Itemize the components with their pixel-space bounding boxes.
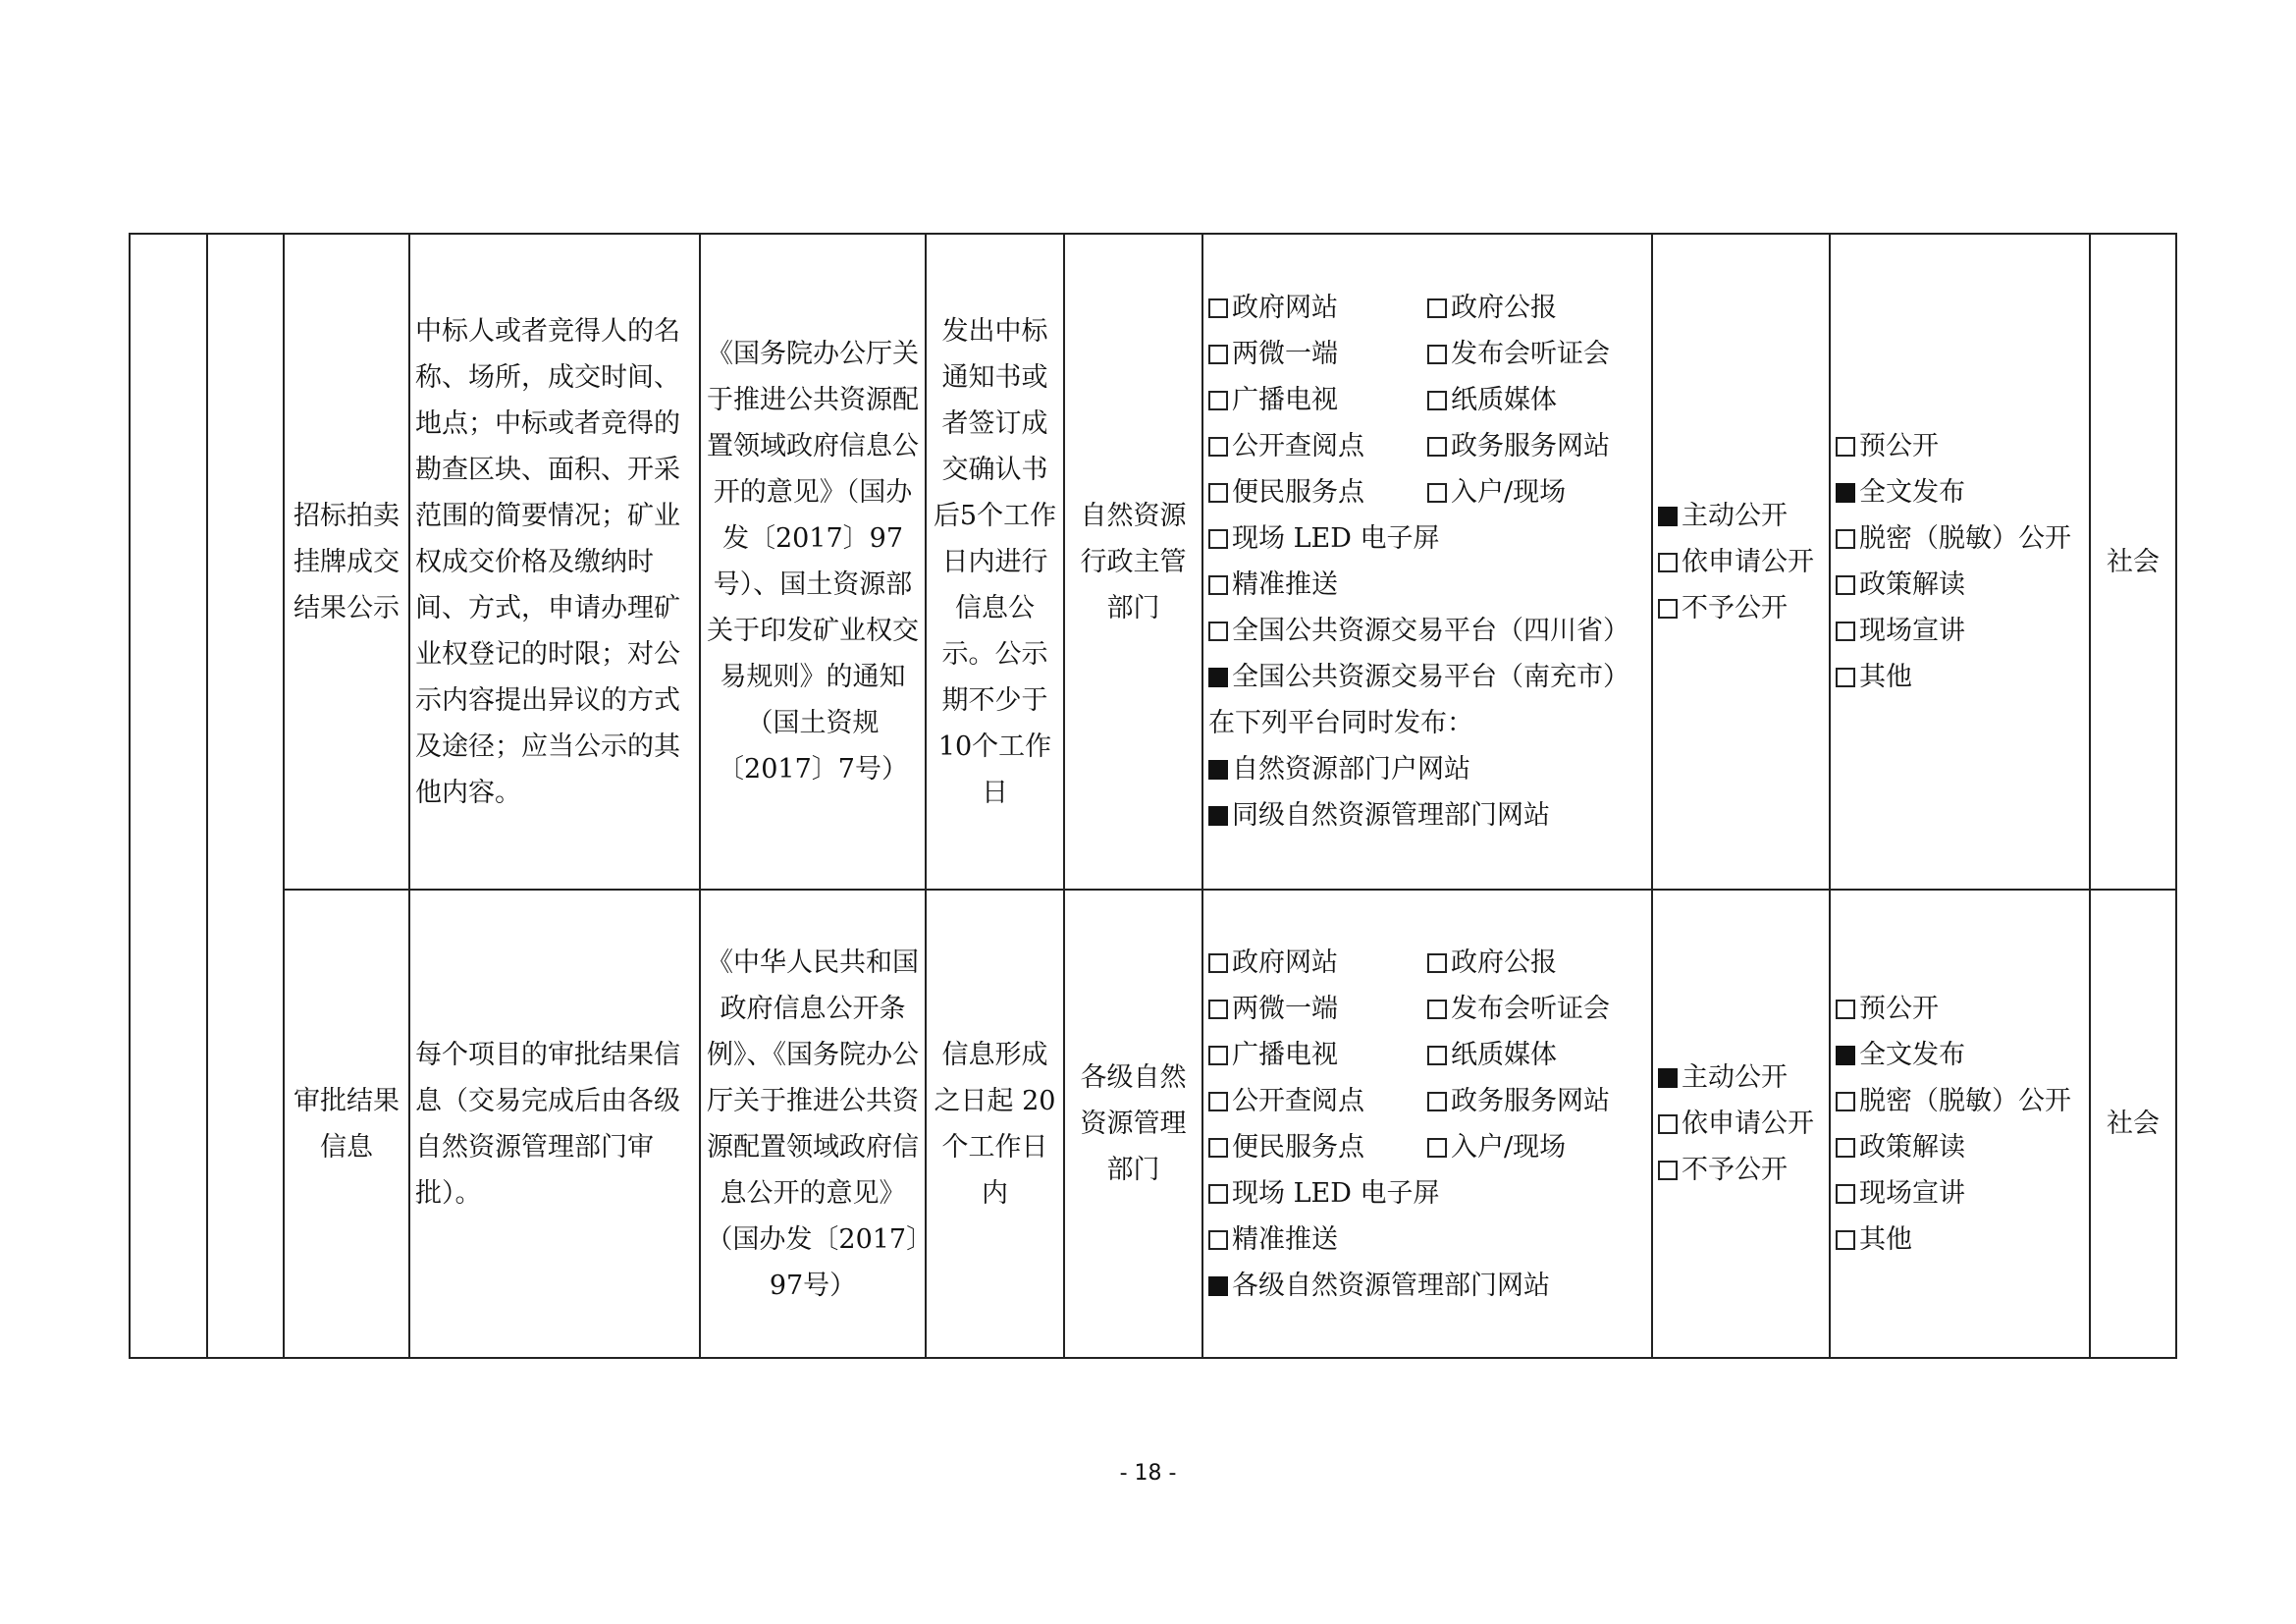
checkbox-label: 两微一端 bbox=[1232, 339, 1338, 369]
mode-cell bbox=[1652, 234, 1830, 890]
checkbox-label: 政策解读 bbox=[1859, 1131, 1965, 1163]
checkbox-label: 各级自然资源管理部门网站 bbox=[1232, 1270, 1550, 1301]
checkbox-option bbox=[1658, 1147, 1824, 1193]
unchecked-box-icon bbox=[1427, 437, 1447, 457]
unchecked-box-icon bbox=[1208, 391, 1228, 410]
checked-box-icon bbox=[1658, 507, 1678, 526]
unchecked-box-icon bbox=[1208, 1184, 1228, 1204]
checkbox-option bbox=[1208, 1124, 1427, 1170]
unchecked-box-icon bbox=[1427, 1046, 1447, 1065]
checkbox-option bbox=[1427, 469, 1646, 515]
checkbox-label: 便民服务点 bbox=[1232, 1131, 1364, 1163]
form-cell bbox=[1830, 890, 2090, 1358]
checked-box-icon bbox=[1208, 760, 1228, 780]
unchecked-box-icon bbox=[1427, 1092, 1447, 1111]
item-cell: 招标拍卖挂牌成交结果公示 bbox=[284, 234, 409, 890]
form-list bbox=[1836, 423, 2084, 700]
table-row bbox=[130, 234, 2176, 890]
checked-box-icon bbox=[1658, 1068, 1678, 1088]
unchecked-box-icon bbox=[1658, 1161, 1678, 1180]
unchecked-box-icon bbox=[1208, 1046, 1228, 1065]
unchecked-box-icon bbox=[1836, 668, 1855, 687]
checkbox-label: 两微一端 bbox=[1232, 993, 1338, 1024]
unchecked-box-icon bbox=[1836, 529, 1855, 549]
unchecked-box-icon bbox=[1836, 1092, 1855, 1111]
checkbox-option bbox=[1427, 285, 1646, 331]
checked-box-icon bbox=[1208, 1276, 1228, 1296]
checkbox-label: 发布会听证会 bbox=[1451, 993, 1610, 1024]
checkbox-label: 入户/现场 bbox=[1451, 1131, 1567, 1163]
unchecked-box-icon bbox=[1836, 1138, 1855, 1158]
checkbox-option bbox=[1836, 469, 2084, 515]
checkbox-label: 广播电视 bbox=[1232, 385, 1338, 415]
checkbox-label: 政府网站 bbox=[1232, 947, 1338, 978]
unchecked-box-icon bbox=[1208, 345, 1228, 364]
checkbox-option bbox=[1658, 585, 1824, 631]
unchecked-box-icon bbox=[1658, 1114, 1678, 1134]
checkbox-label: 公开查阅点 bbox=[1232, 1085, 1364, 1116]
checkbox-label: 现场宣讲 bbox=[1859, 1177, 1965, 1209]
item-cell: 审批结果信息 bbox=[284, 890, 409, 1358]
subcategory-cell bbox=[207, 234, 284, 1358]
checkbox-option bbox=[1208, 331, 1427, 377]
checkbox-option bbox=[1427, 331, 1646, 377]
checkbox-label: 政策解读 bbox=[1859, 569, 1965, 600]
checkbox-option bbox=[1836, 515, 2084, 562]
checkbox-label: 全文发布 bbox=[1859, 477, 1965, 508]
checkbox-label: 预公开 bbox=[1859, 431, 1939, 461]
checkbox-option bbox=[1427, 940, 1646, 986]
unchecked-box-icon bbox=[1208, 1230, 1228, 1250]
form-cell bbox=[1830, 234, 2090, 890]
checkbox-label: 现场 LED 电子屏 bbox=[1232, 523, 1440, 554]
checkbox-option bbox=[1208, 285, 1427, 331]
checkbox-label: 便民服务点 bbox=[1232, 477, 1364, 508]
checkbox-label: 其他 bbox=[1859, 662, 1912, 692]
checkbox-label: 纸质媒体 bbox=[1451, 385, 1557, 415]
unchecked-box-icon bbox=[1427, 391, 1447, 410]
checkbox-option bbox=[1208, 515, 1646, 562]
checkbox-option bbox=[1208, 986, 1427, 1032]
checkbox-label: 公开查阅点 bbox=[1232, 431, 1364, 461]
disclosure-table bbox=[129, 233, 2177, 1359]
content-cell: 中标人或者竞得人的名称、场所，成交时间、地点；中标或者竞得的勘查区块、面积、开采范围的简要情况；矿业权成交价格及缴纳时间、方式，申请办理矿业权登记的时限；对公示内容提出异议的方式及途径；应当公示的其他内容。 bbox=[409, 234, 700, 890]
checkbox-label: 不予公开 bbox=[1682, 1155, 1788, 1185]
unchecked-box-icon bbox=[1836, 1230, 1855, 1250]
mode-list bbox=[1658, 493, 1824, 631]
checkbox-option bbox=[1836, 1217, 2084, 1263]
table-row bbox=[130, 890, 2176, 1358]
checkbox-label: 发布会听证会 bbox=[1451, 339, 1610, 369]
checkbox-option bbox=[1427, 377, 1646, 423]
checkbox-option bbox=[1658, 1055, 1824, 1101]
checkbox-label: 政府公报 bbox=[1451, 293, 1557, 323]
checkbox-label: 全国公共资源交易平台（四川省） bbox=[1232, 616, 1629, 646]
checkbox-label: 入户/现场 bbox=[1451, 477, 1567, 508]
checkbox-option bbox=[1836, 423, 2084, 469]
checkbox-label: 依申请公开 bbox=[1682, 546, 1814, 577]
checkbox-option bbox=[1427, 986, 1646, 1032]
checkbox-option bbox=[1427, 423, 1646, 469]
mode-cell bbox=[1652, 890, 1830, 1358]
checkbox-option bbox=[1427, 1032, 1646, 1078]
media-cell bbox=[1202, 234, 1652, 890]
unchecked-box-icon bbox=[1836, 622, 1855, 641]
checkbox-option bbox=[1208, 1217, 1646, 1263]
checkbox-option bbox=[1836, 562, 2084, 608]
unchecked-box-icon bbox=[1208, 622, 1228, 641]
checkbox-option bbox=[1658, 1101, 1824, 1147]
checkbox-label: 精准推送 bbox=[1232, 569, 1338, 600]
checkbox-label: 自然资源部门户网站 bbox=[1232, 754, 1470, 785]
checkbox-option bbox=[1658, 539, 1824, 585]
checkbox-option bbox=[1836, 986, 2084, 1032]
checkbox-option bbox=[1836, 1032, 2084, 1078]
category-cell bbox=[130, 234, 207, 1358]
checkbox-option bbox=[1836, 1078, 2084, 1124]
unchecked-box-icon bbox=[1208, 298, 1228, 318]
basis-cell: 《中华人民共和国政府信息公开条例》、《国务院办公厅关于推进公共资源配置领域政府信息公开的意见》（国办发〔2017〕97号） bbox=[700, 890, 926, 1358]
checkbox-label: 纸质媒体 bbox=[1451, 1039, 1557, 1070]
unchecked-box-icon bbox=[1427, 298, 1447, 318]
unchecked-box-icon bbox=[1208, 953, 1228, 973]
unchecked-box-icon bbox=[1658, 553, 1678, 572]
media-list bbox=[1208, 285, 1646, 839]
subject-cell: 各级自然资源管理部门 bbox=[1064, 890, 1202, 1358]
unchecked-box-icon bbox=[1427, 953, 1447, 973]
page-number: - 18 - bbox=[1119, 1461, 1177, 1486]
unchecked-box-icon bbox=[1208, 1000, 1228, 1019]
checkbox-label: 全文发布 bbox=[1859, 1039, 1965, 1070]
checkbox-label: 主动公开 bbox=[1682, 1062, 1788, 1093]
checkbox-option bbox=[1208, 746, 1646, 792]
time-limit-cell: 发出中标通知书或者签订成交确认书后5个工作日内进行信息公示。公示期不少于10个工作日 bbox=[926, 234, 1064, 890]
unchecked-box-icon bbox=[1836, 1000, 1855, 1019]
checkbox-option bbox=[1836, 608, 2084, 654]
subject-cell: 自然资源行政主管部门 bbox=[1064, 234, 1202, 890]
unchecked-box-icon bbox=[1836, 1184, 1855, 1204]
checkbox-label: 同级自然资源管理部门网站 bbox=[1232, 800, 1550, 831]
checkbox-option bbox=[1208, 1078, 1427, 1124]
checkbox-label: 政务服务网站 bbox=[1451, 431, 1610, 461]
checkbox-option bbox=[1836, 654, 2084, 700]
unchecked-box-icon bbox=[1208, 437, 1228, 457]
checkbox-option bbox=[1208, 792, 1646, 839]
media-cell bbox=[1202, 890, 1652, 1358]
checkbox-option bbox=[1208, 377, 1427, 423]
checkbox-label: 政府公报 bbox=[1451, 947, 1557, 978]
checked-box-icon bbox=[1836, 1046, 1855, 1065]
checkbox-option bbox=[1208, 423, 1427, 469]
checkbox-label: 精准推送 bbox=[1232, 1223, 1338, 1255]
checkbox-label: 不予公开 bbox=[1682, 592, 1788, 623]
checkbox-option bbox=[1208, 654, 1646, 700]
audience-cell: 社会 bbox=[2090, 234, 2176, 890]
checkbox-option bbox=[1658, 493, 1824, 539]
checkbox-label: 主动公开 bbox=[1682, 500, 1788, 531]
checkbox-label: 其他 bbox=[1859, 1223, 1912, 1255]
checkbox-label: 脱密（脱敏）公开 bbox=[1859, 1085, 2071, 1116]
unchecked-box-icon bbox=[1427, 483, 1447, 503]
checked-box-icon bbox=[1836, 483, 1855, 503]
checkbox-option bbox=[1427, 1124, 1646, 1170]
content-cell: 每个项目的审批结果信息（交易完成后由各级自然资源管理部门审批）。 bbox=[409, 890, 700, 1358]
checkbox-option bbox=[1208, 1170, 1646, 1217]
time-limit-cell: 信息形成之日起 20个工作日内 bbox=[926, 890, 1064, 1358]
basis-cell: 《国务院办公厅关于推进公共资源配置领域政府信息公开的意见》（国办发〔2017〕97号）、国土资源部关于印发矿业权交易规则》的通知（国土资规〔2017〕7号） bbox=[700, 234, 926, 890]
checkbox-option bbox=[1208, 1032, 1427, 1078]
checkbox-label: 政务服务网站 bbox=[1451, 1085, 1610, 1116]
checkbox-label: 政府网站 bbox=[1232, 293, 1338, 323]
checkbox-label: 广播电视 bbox=[1232, 1039, 1338, 1070]
media-note: 在下列平台同时发布： bbox=[1208, 708, 1473, 738]
checkbox-option bbox=[1208, 469, 1427, 515]
media-list bbox=[1208, 940, 1646, 1309]
unchecked-box-icon bbox=[1836, 575, 1855, 595]
unchecked-box-icon bbox=[1208, 1138, 1228, 1158]
unchecked-box-icon bbox=[1208, 575, 1228, 595]
checkbox-option bbox=[1208, 562, 1646, 608]
checkbox-option bbox=[1208, 1263, 1646, 1309]
checked-box-icon bbox=[1208, 806, 1228, 826]
checkbox-label: 现场宣讲 bbox=[1859, 616, 1965, 646]
unchecked-box-icon bbox=[1658, 599, 1678, 619]
checkbox-option bbox=[1427, 1078, 1646, 1124]
checkbox-option bbox=[1208, 608, 1646, 654]
checkbox-label: 依申请公开 bbox=[1682, 1109, 1814, 1139]
unchecked-box-icon bbox=[1208, 529, 1228, 549]
unchecked-box-icon bbox=[1427, 1000, 1447, 1019]
unchecked-box-icon bbox=[1427, 345, 1447, 364]
checkbox-label: 现场 LED 电子屏 bbox=[1232, 1177, 1440, 1209]
checkbox-label: 预公开 bbox=[1859, 993, 1939, 1024]
checkbox-option bbox=[1836, 1124, 2084, 1170]
checkbox-label: 全国公共资源交易平台（南充市） bbox=[1232, 662, 1629, 692]
unchecked-box-icon bbox=[1208, 483, 1228, 503]
checkbox-option bbox=[1208, 940, 1427, 986]
unchecked-box-icon bbox=[1836, 437, 1855, 457]
unchecked-box-icon bbox=[1208, 1092, 1228, 1111]
unchecked-box-icon bbox=[1427, 1138, 1447, 1158]
checkbox-option bbox=[1836, 1170, 2084, 1217]
checkbox-label: 脱密（脱敏）公开 bbox=[1859, 523, 2071, 554]
checked-box-icon bbox=[1208, 668, 1228, 687]
form-list bbox=[1836, 986, 2084, 1263]
mode-list bbox=[1658, 1055, 1824, 1193]
audience-cell: 社会 bbox=[2090, 890, 2176, 1358]
